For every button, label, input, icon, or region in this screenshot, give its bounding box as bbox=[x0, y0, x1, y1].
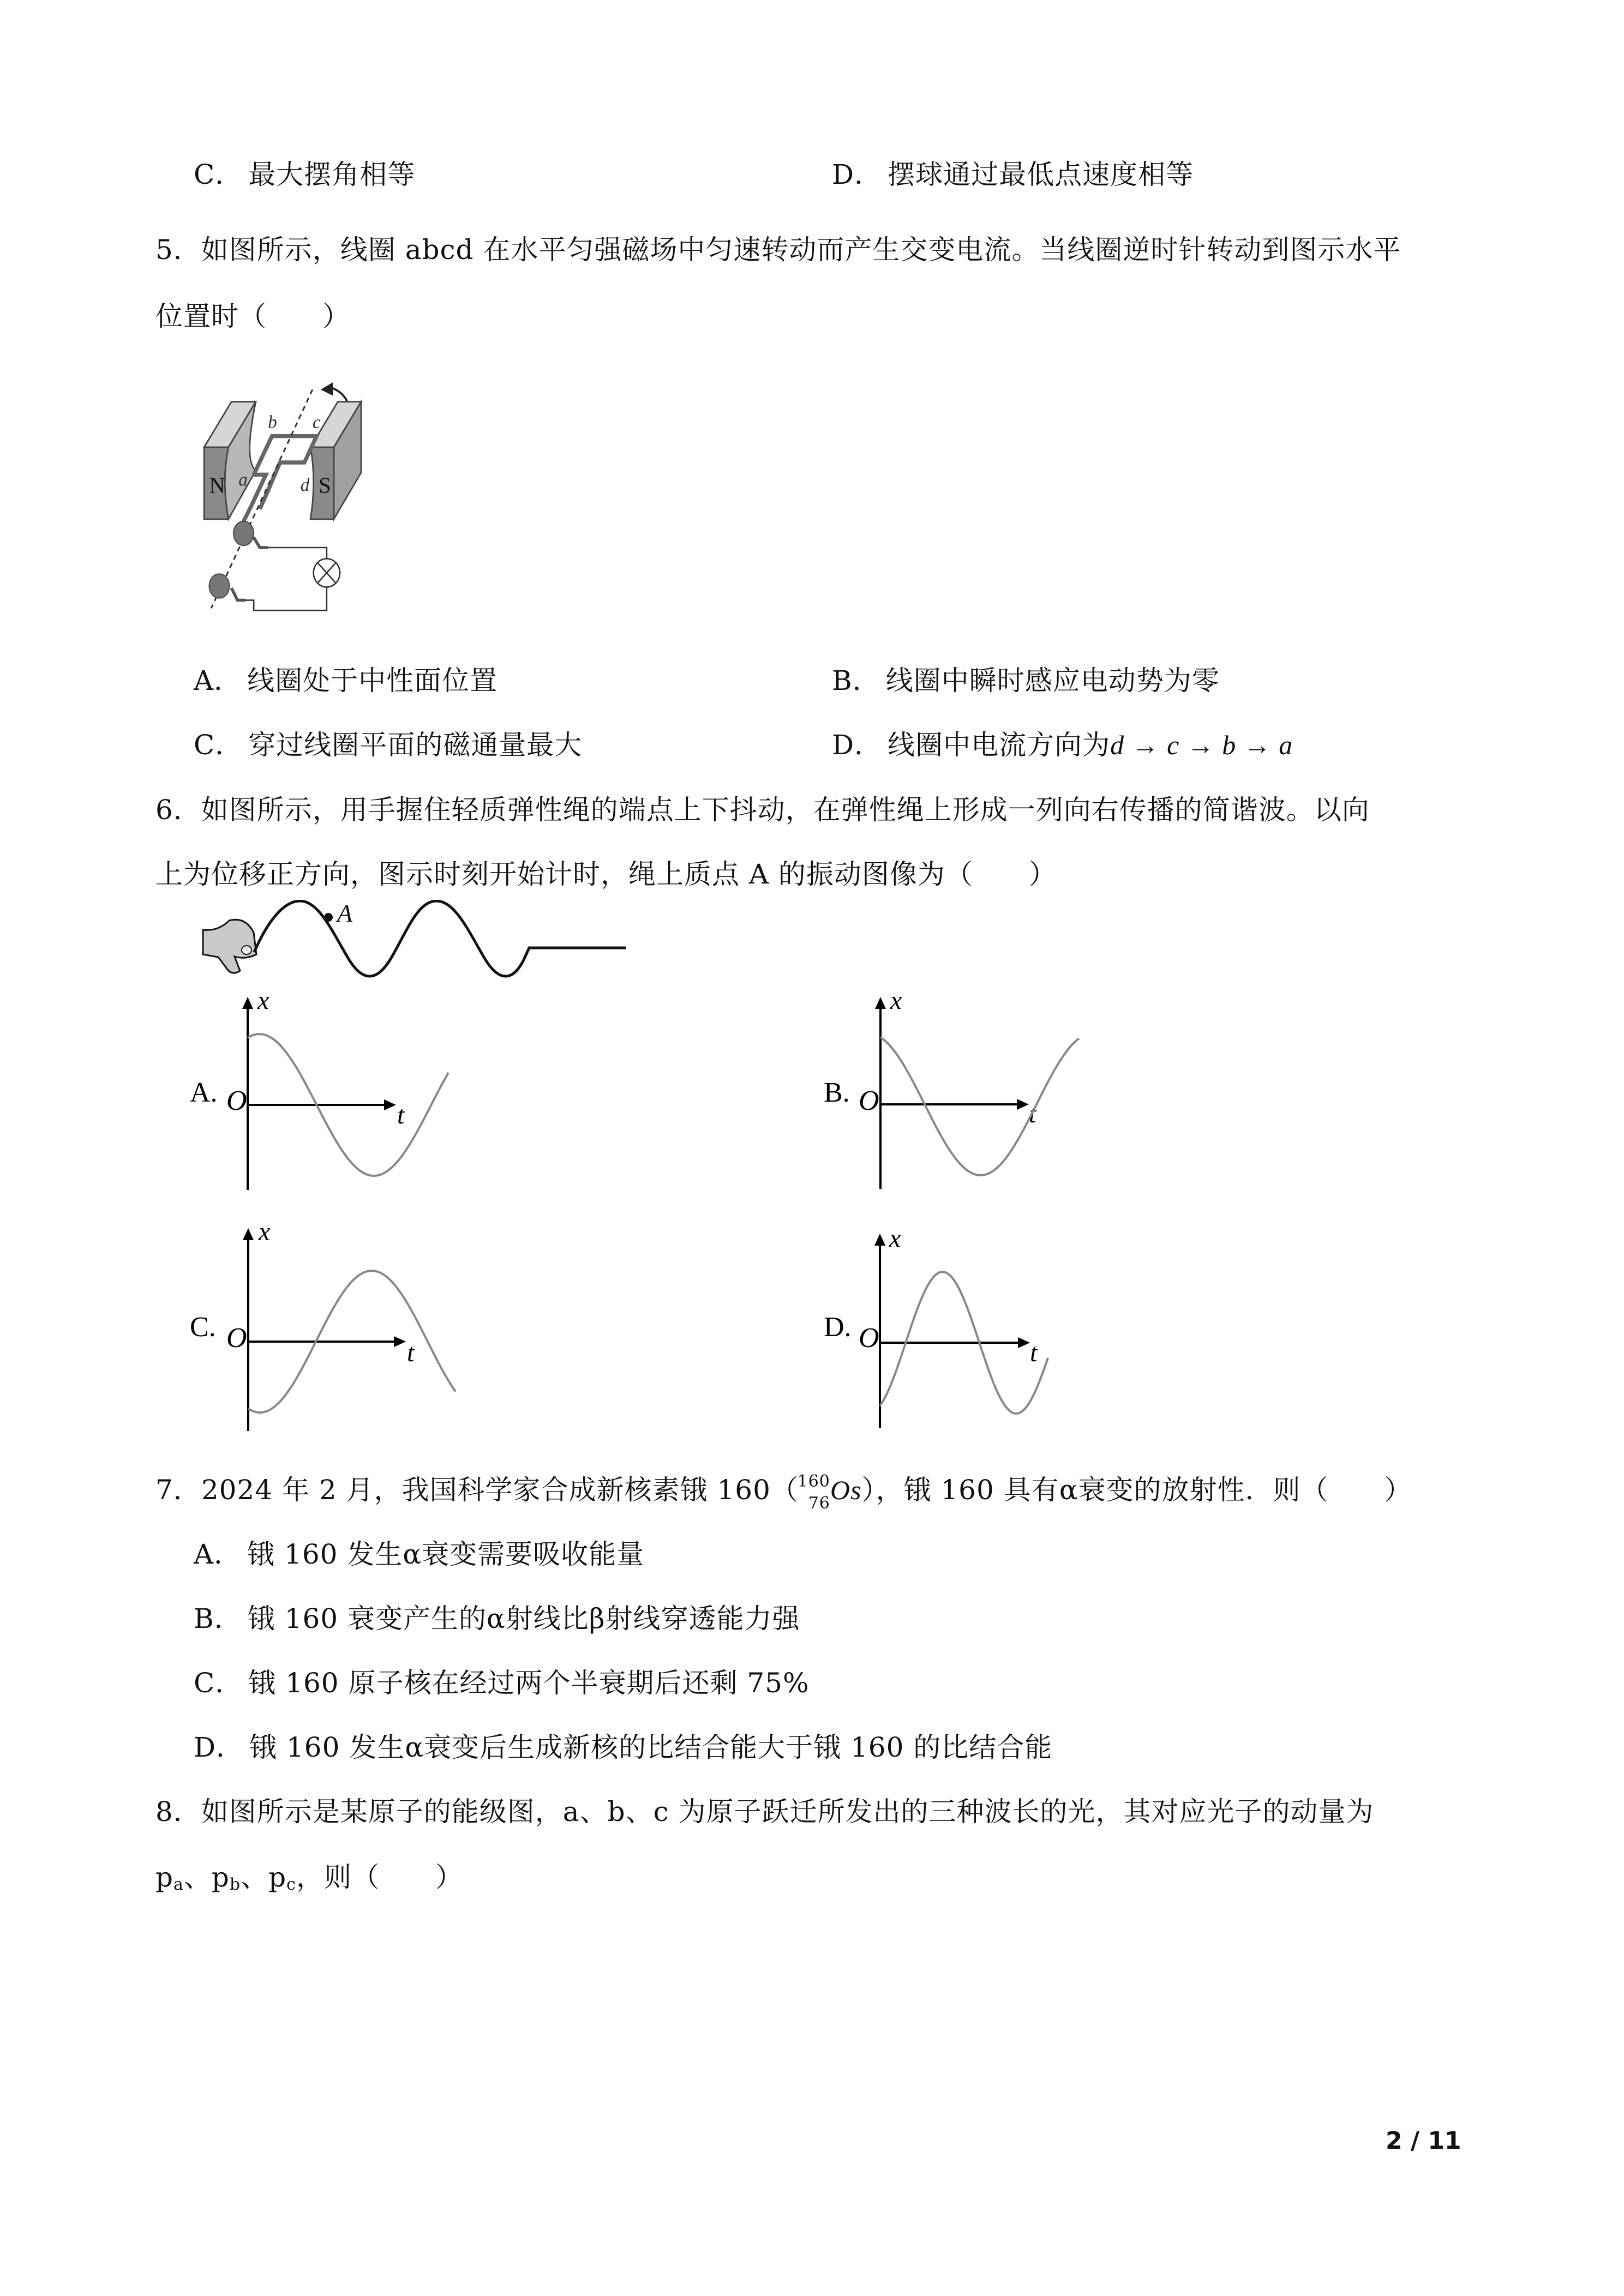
isotope-notation bbox=[797, 1472, 830, 1513]
option-text: 最大摆角相等 bbox=[248, 159, 416, 190]
rope-wave-figure bbox=[202, 900, 649, 993]
graph-option-a[interactable] bbox=[180, 993, 616, 1213]
wire-bottom bbox=[245, 586, 327, 611]
option-label: B． bbox=[194, 1603, 242, 1634]
origin-label: O bbox=[226, 1323, 247, 1354]
current-direction: d → c → b → a bbox=[1110, 730, 1293, 760]
option-text: 线圈中瞬时感应电动势为零 bbox=[885, 665, 1220, 696]
point-a-label: A bbox=[337, 900, 353, 927]
graph-label: A. bbox=[190, 1077, 218, 1108]
momentum-b: pb、 bbox=[211, 1861, 269, 1894]
q4-option-d bbox=[832, 158, 1194, 191]
graph-option-c[interactable] bbox=[180, 1227, 616, 1447]
slip-ring-1 bbox=[233, 521, 254, 546]
q7-option-c bbox=[194, 1667, 810, 1699]
option-label: A． bbox=[194, 665, 242, 696]
y-axis-label: x bbox=[257, 993, 269, 1015]
x-axis-label: t bbox=[1029, 1099, 1036, 1128]
wire-top bbox=[268, 548, 327, 560]
generator-figure bbox=[180, 349, 486, 633]
question-number: 6． bbox=[155, 794, 201, 826]
q5-option-d bbox=[832, 729, 1293, 761]
x-axis-arrow-icon bbox=[394, 1336, 406, 1347]
option-text: 穿过线圈平面的磁通量最大 bbox=[248, 729, 583, 761]
y-axis-label: x bbox=[889, 1227, 901, 1253]
option-label: C． bbox=[194, 1667, 243, 1699]
option-text: 锇 160 发生α衰变后生成新核的比结合能大于锇 160 的比结合能 bbox=[249, 1732, 1053, 1763]
option-text: 锇 160 原子核在经过两个半衰期后还剩 75% bbox=[248, 1667, 810, 1699]
origin-label: O bbox=[859, 1323, 879, 1354]
q7-option-b bbox=[194, 1602, 800, 1635]
q4-option-c bbox=[194, 158, 415, 191]
q6-stem-line2: 上为位移正方向，图示时刻开始计时，绳上质点 A 的振动图像为（ ） bbox=[155, 858, 1057, 890]
brush-2 bbox=[231, 588, 245, 600]
q5-stem-line1 bbox=[155, 233, 1401, 266]
question-number: 5． bbox=[155, 234, 201, 266]
corner-a-label: a bbox=[238, 470, 248, 490]
option-text: 线圈中电流方向为 bbox=[888, 729, 1111, 761]
question-stem-tail: 则（ ） bbox=[323, 1861, 463, 1893]
y-axis-label: x bbox=[890, 993, 902, 1015]
q5-option-a bbox=[194, 664, 498, 697]
rope-wave bbox=[254, 901, 626, 976]
brush-1 bbox=[254, 537, 268, 548]
corner-b-label: b bbox=[268, 412, 277, 432]
origin-label: O bbox=[226, 1085, 247, 1116]
pole-n-label: N bbox=[209, 473, 225, 498]
corner-c-label: c bbox=[312, 412, 321, 432]
y-axis-arrow-icon bbox=[875, 997, 886, 1009]
graph-label: D. bbox=[824, 1312, 852, 1343]
corner-d-label: d bbox=[300, 475, 310, 495]
x-axis-arrow-icon bbox=[1017, 1099, 1029, 1110]
q8-stem-line2 bbox=[155, 1861, 463, 1901]
x-axis-label: t bbox=[1030, 1338, 1038, 1367]
magnet-n bbox=[204, 402, 256, 519]
option-label: D． bbox=[832, 159, 883, 190]
graph-option-d[interactable] bbox=[818, 1227, 1255, 1447]
question-number: 7． bbox=[155, 1474, 201, 1506]
q7-option-d bbox=[194, 1731, 1052, 1764]
q7-stem bbox=[155, 1472, 1412, 1513]
option-text: 摆球通过最低点速度相等 bbox=[888, 159, 1194, 190]
option-label: A． bbox=[194, 1538, 242, 1570]
origin-label: O bbox=[859, 1085, 879, 1116]
q7-option-a bbox=[194, 1538, 644, 1571]
y-axis-arrow-icon bbox=[242, 997, 253, 1009]
slip-ring-2 bbox=[209, 574, 229, 598]
x-axis-label: t bbox=[397, 1101, 405, 1129]
q8-stem-line1 bbox=[155, 1795, 1374, 1828]
option-label: B． bbox=[832, 665, 880, 696]
atomic-number: 76 bbox=[808, 1494, 830, 1513]
q6-stem-line1 bbox=[155, 794, 1370, 826]
y-axis-arrow-icon bbox=[243, 1228, 254, 1240]
point-a-marker bbox=[324, 913, 333, 922]
coil-loop bbox=[254, 436, 316, 509]
question-stem-pre: 2024 年 2 月，我国科学家合成新核素锇 160（ bbox=[201, 1474, 799, 1506]
option-label: D． bbox=[194, 1732, 244, 1763]
option-label: D． bbox=[832, 729, 883, 761]
q5-stem-line2: 位置时（ ） bbox=[155, 300, 350, 332]
pole-s-label: S bbox=[319, 473, 331, 498]
option-label: C． bbox=[194, 159, 243, 190]
question-stem: 如图所示是某原子的能级图，a、b、c 为原子跃迁所发出的三种波长的光，其对应光子的动量为 bbox=[201, 1796, 1374, 1828]
option-text: 锇 160 衰变产生的α射线比β射线穿透能力强 bbox=[247, 1603, 800, 1634]
momentum-a: pa、 bbox=[155, 1861, 212, 1894]
page-number: 2 / 11 bbox=[1386, 2127, 1461, 2155]
question-stem: 如图所示，用手握住轻质弹性绳的端点上下抖动，在弹性绳上形成一列向右传播的简谐波。以向 bbox=[201, 794, 1370, 826]
lamp-icon bbox=[314, 558, 340, 587]
vibration-curve bbox=[880, 1037, 1079, 1175]
graph-option-b[interactable] bbox=[818, 993, 1255, 1213]
x-axis-label: t bbox=[407, 1338, 415, 1367]
graph-label: C. bbox=[190, 1312, 216, 1343]
x-axis-arrow-icon bbox=[384, 1099, 396, 1110]
y-axis-arrow-icon bbox=[874, 1234, 885, 1246]
y-axis-label: x bbox=[259, 1227, 271, 1246]
rotation-arrowhead-icon bbox=[321, 382, 333, 395]
question-stem: 如图所示，线圈 abcd 在水平匀强磁场中匀速转动而产生交变电流。当线圈逆时针转动到图示水平 bbox=[201, 234, 1401, 266]
x-axis-arrow-icon bbox=[1018, 1337, 1030, 1348]
q5-option-b bbox=[832, 664, 1220, 697]
element-symbol: Os bbox=[830, 1475, 862, 1505]
momentum-c: pc， bbox=[268, 1861, 324, 1894]
mass-number: 160 bbox=[797, 1472, 830, 1491]
q5-option-c bbox=[194, 729, 582, 761]
option-label: C． bbox=[194, 729, 243, 761]
option-text: 线圈处于中性面位置 bbox=[247, 665, 498, 696]
question-number: 8． bbox=[155, 1796, 201, 1828]
graph-label: B. bbox=[824, 1077, 850, 1108]
option-text: 锇 160 发生α衰变需要吸收能量 bbox=[247, 1538, 645, 1570]
question-stem-post: ），锇 160 具有α衰变的放射性．则（ ） bbox=[861, 1474, 1412, 1506]
hand-icon bbox=[203, 919, 256, 973]
